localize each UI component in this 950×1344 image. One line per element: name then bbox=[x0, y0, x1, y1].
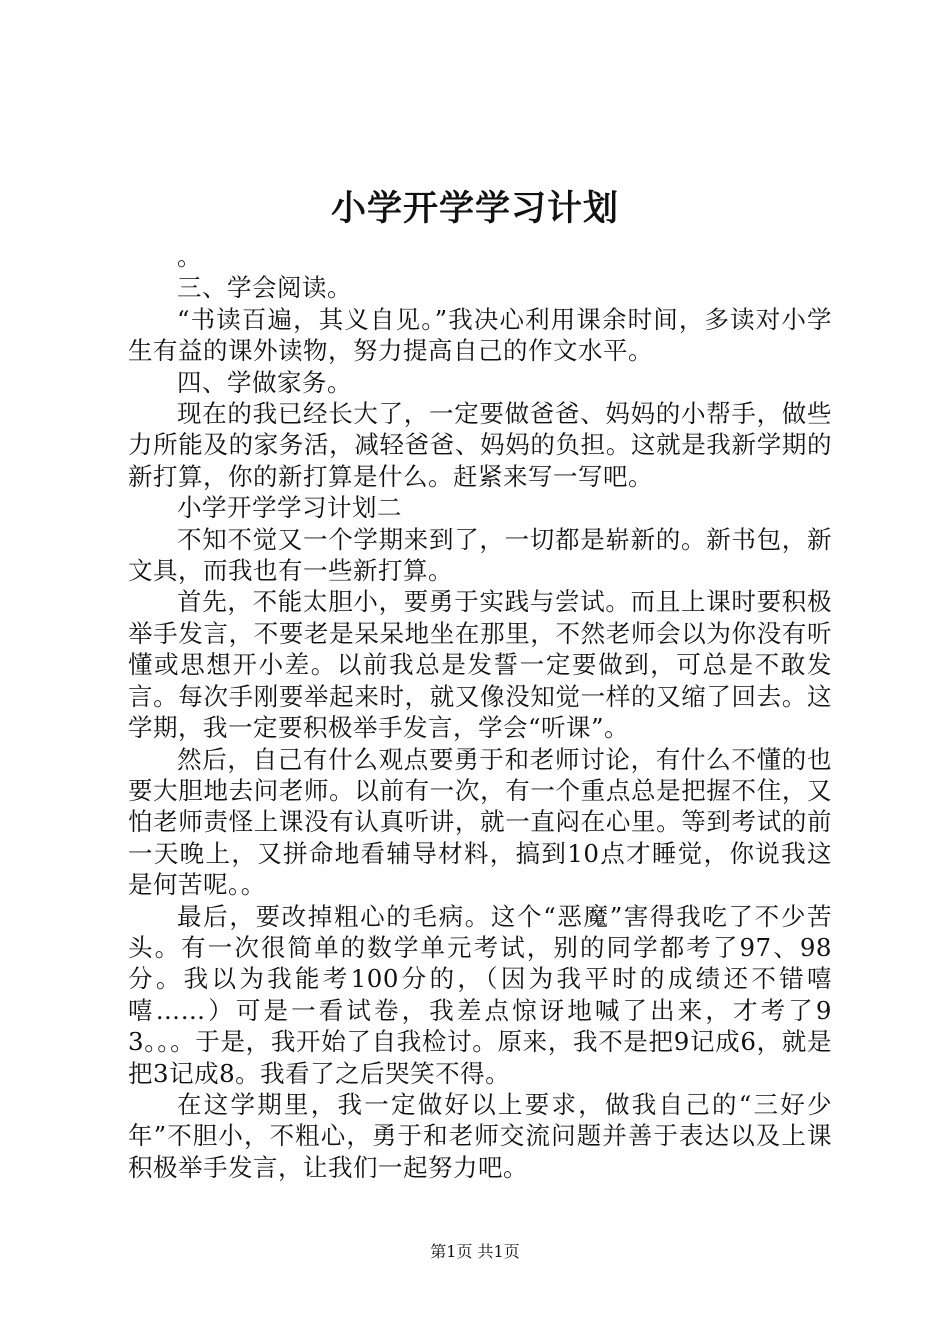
section-heading: 小学开学学习计划二 bbox=[177, 493, 402, 523]
document-body bbox=[128, 241, 832, 1183]
paragraph: 现在的我已经长大了，一定要做爸爸、妈妈的小帮手，做些力所能及的家务活，减轻爸爸、妈妈的负担。这就是我新学期的新打算，你的新打算是什么。赶紧来写一写吧。 bbox=[128, 399, 832, 491]
page-footer: 第1页 共1页 bbox=[430, 1242, 520, 1261]
paragraph: 最后，要改掉粗心的毛病。这个“恶魔”害得我吃了不少苦头。有一次很简单的数学单元考试，别的同学都考了97、98分。我以为我能考100分的，（因为我平时的成绩还不错嘻嘻……）可是一看试卷，我差点惊讶地喊了出来，才考了93。。。于是，我开始了自我检讨。原来，我不是把9记成6，就是把3记成8。我看了之后哭笑不得。 bbox=[128, 901, 832, 1088]
paragraph: 在这学期里，我一定做好以上要求，做我自己的“三好少年”不胆小，不粗心，勇于和老师交流问题并善于表达以及上课积极举手发言，让我们一起努力吧。 bbox=[128, 1089, 832, 1182]
section-heading: 四、学做家务。 bbox=[177, 367, 352, 397]
paragraph: 首先，不能太胆小，要勇于实践与尝试。而且上课时要积极举手发言，不要老是呆呆地坐在那里，不然老师会以为你没有听懂或思想开小差。以前我总是发誓一定要做到，可总是不敢发言。每次手刚要举起来时，就又像没知觉一样的又缩了回去。这学期，我一定要积极举手发言，学会“听课”。 bbox=[128, 587, 832, 743]
section-heading: 三、学会阅读。 bbox=[177, 273, 352, 303]
document-title: 小学开学学习计划 bbox=[330, 188, 619, 229]
paragraph: 。 bbox=[177, 242, 202, 271]
paragraph: 不知不觉又一个学期来到了，一切都是崭新的。新书包，新文具，而我也有一些新打算。 bbox=[128, 524, 832, 586]
paragraph: 然后，自己有什么观点要勇于和老师讨论，有什么不懂的也要大胆地去问老师。以前有一次，有一个重点总是把握不住，又怕老师责怪上课没有认真听讲，就一直闷在心里。等到考试的前一天晚上，又拼命地看辅导材料，搞到10点才睡觉，你说我这是何苦呢。。 bbox=[128, 744, 832, 900]
paragraph: “书读百遍，其义自见。”我决心利用课余时间，多读对小学生有益的课外读物，努力提高自己的作文水平。 bbox=[128, 304, 832, 366]
